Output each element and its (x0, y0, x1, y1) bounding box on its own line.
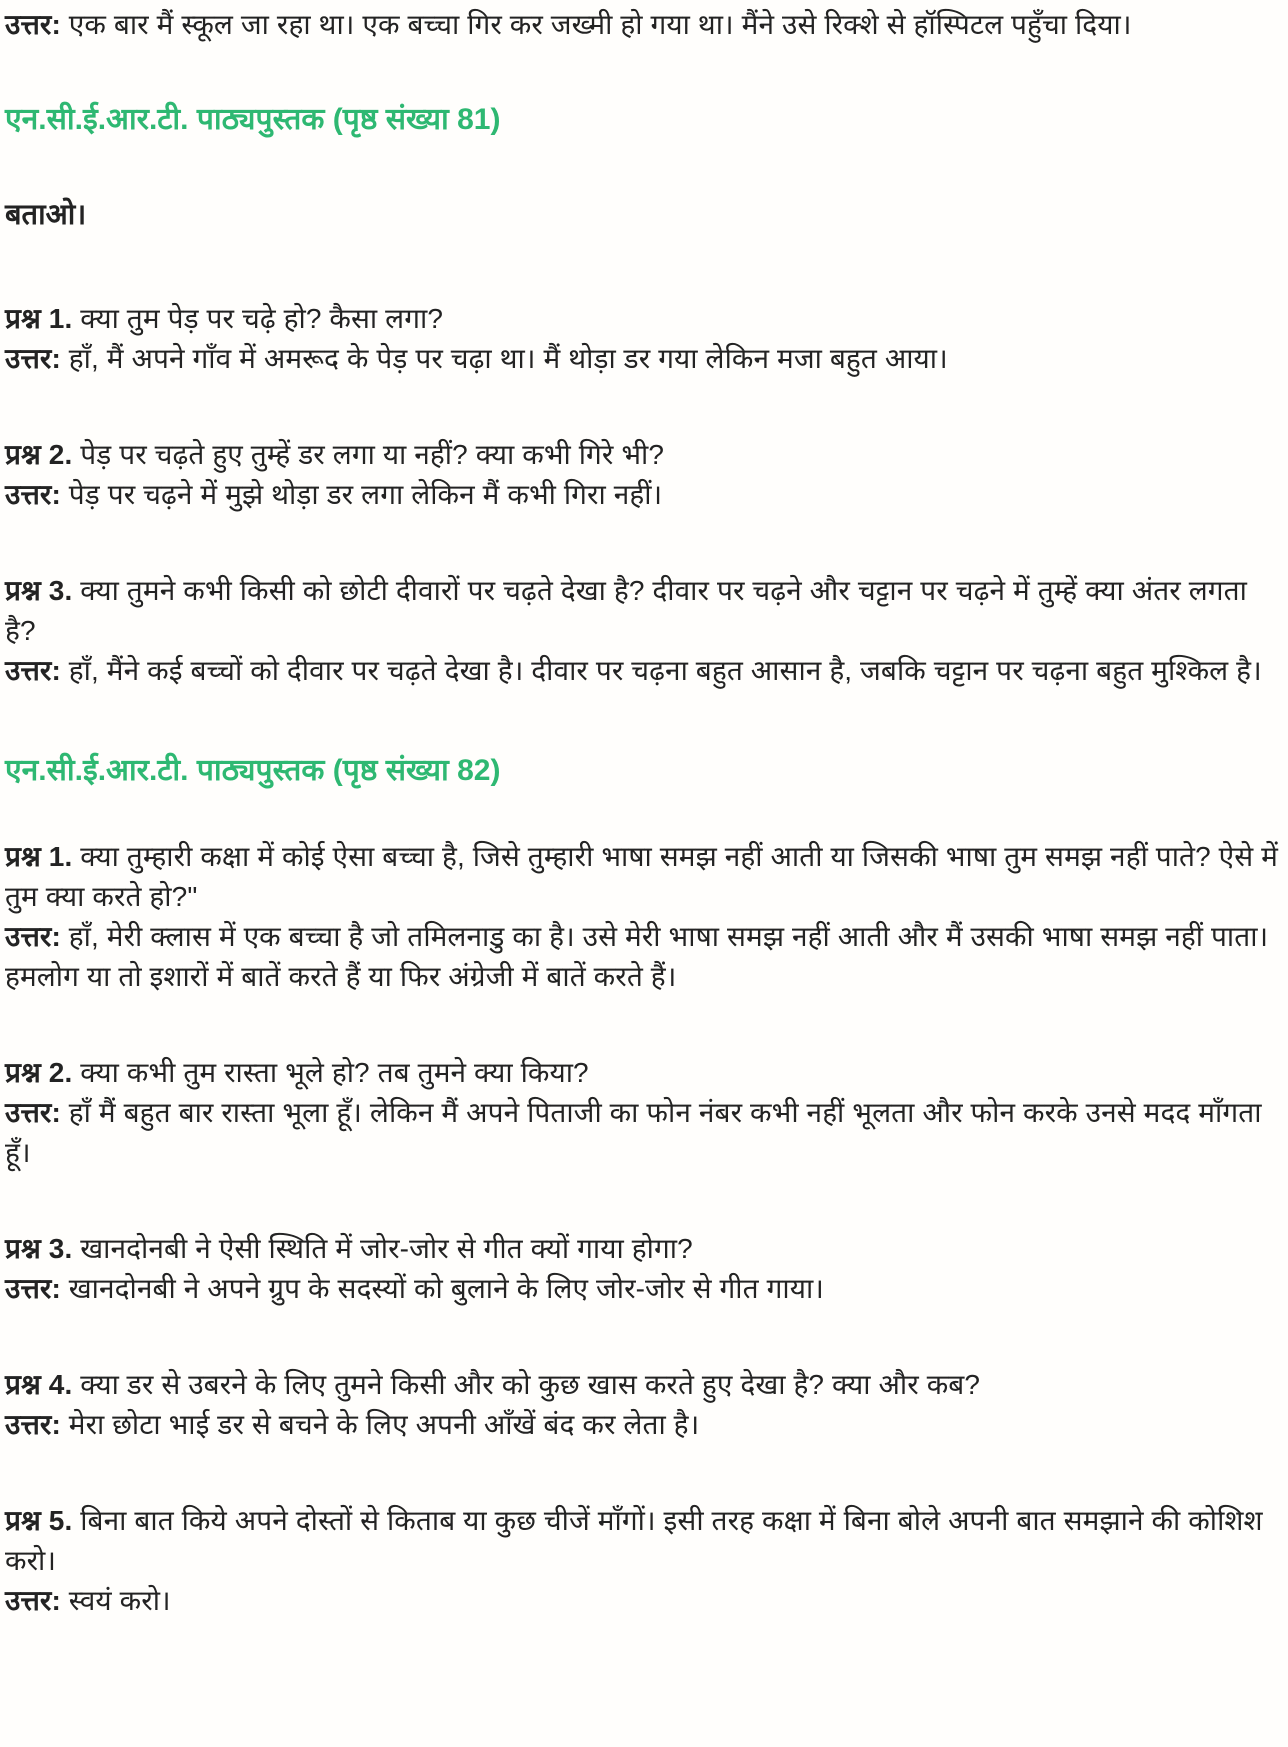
question (5, 1229, 1283, 1269)
question-label: प्रश्न 2. (5, 1057, 73, 1088)
answer-label: उत्तर: (5, 921, 61, 952)
question-label: प्रश्न 3. (5, 1233, 73, 1264)
answer (5, 475, 1283, 515)
qa-block-p82-3 (5, 1229, 1283, 1309)
intro-answer (5, 5, 1283, 45)
answer (5, 651, 1283, 691)
answer-label: उत्तर: (5, 343, 61, 374)
qa-block-p81-2 (5, 435, 1283, 515)
qa-block-p82-1 (5, 837, 1283, 997)
answer-label: उत्तर: (5, 1585, 61, 1616)
question-label: प्रश्न 1. (5, 841, 73, 872)
question (5, 435, 1283, 475)
question-label: प्रश्न 2. (5, 439, 73, 470)
answer (5, 1405, 1283, 1445)
question (5, 571, 1283, 651)
answer-label: उत्तर: (5, 479, 61, 510)
question-label: प्रश्न 3. (5, 575, 73, 606)
answer-text: मेरा छोटा भाई डर से बचने के लिए अपनी आँखें बंद कर लेता है। (68, 1409, 700, 1440)
question-text: क्या तुमने कभी किसी को छोटी दीवारों पर चढ़ते देखा है? दीवार पर चढ़ने और चट्टान पर चढ़ने में तुम्हें क्या अंतर लगता है? (5, 575, 1247, 646)
question (5, 1053, 1283, 1093)
answer-label: उत्तर: (5, 655, 61, 686)
answer (5, 1269, 1283, 1309)
answer-text: खानदोनबी ने अपने ग्रुप के सदस्यों को बुलाने के लिए जोर-जोर से गीत गाया। (68, 1273, 825, 1304)
question-text: क्या तुम पेड़ पर चढ़े हो? कैसा लगा? (80, 303, 444, 334)
answer-text: हाँ, मेरी क्लास में एक बच्चा है जो तमिलनाडु का है। उसे मेरी भाषा समझ नहीं आती और मैं उसकी भाषा समझ नहीं पाता। हमलोग या तो इशारों में बातें करते हैं या फिर अंग्रेजी में बातें करते हैं। (5, 921, 1269, 992)
question-text: पेड़ पर चढ़ते हुए तुम्हें डर लगा या नहीं? क्या कभी गिरे भी? (80, 439, 665, 470)
section-heading-page-81: एन.सी.ई.आर.टी. पाठ्यपुस्तक (पृष्ठ संख्या 81) (5, 103, 501, 136)
question-text: क्या कभी तुम रास्ता भूले हो? तब तुमने क्या किया? (80, 1057, 589, 1088)
question-label: प्रश्न 4. (5, 1369, 73, 1400)
answer-label: उत्तर: (5, 1409, 61, 1440)
answer (5, 339, 1283, 379)
answer-text: पेड़ पर चढ़ने में मुझे थोड़ा डर लगा लेकिन मैं कभी गिरा नहीं। (68, 479, 663, 510)
subheading-batao: बताओ। (5, 199, 87, 231)
answer-label: उत्तर: (5, 1273, 61, 1304)
question-text: बिना बात किये अपने दोस्तों से किताब या कुछ चीजें माँगों। इसी तरह कक्षा में बिना बोले अपनी बात समझाने की कोशिश करो। (5, 1505, 1263, 1576)
qa-block-p81-1 (5, 299, 1283, 379)
answer-text: हाँ, मैं अपने गाँव में अमरूद के पेड़ पर चढ़ा था। मैं थोड़ा डर गया लेकिन मजा बहुत आया। (68, 343, 948, 374)
answer-text: एक बार मैं स्कूल जा रहा था। एक बच्चा गिर कर जख्मी हो गया था। मैंने उसे रिक्शे से हॉस्पिटल पहुँचा दिया। (68, 9, 1132, 40)
qa-block-p82-5 (5, 1501, 1283, 1621)
question-label: प्रश्न 1. (5, 303, 73, 334)
answer-label: उत्तर: (5, 9, 61, 40)
section-heading-page-82: एन.सी.ई.आर.टी. पाठ्यपुस्तक (पृष्ठ संख्या 82) (5, 754, 501, 787)
question (5, 837, 1283, 917)
answer (5, 917, 1283, 997)
question-text: क्या तुम्हारी कक्षा में कोई ऐसा बच्चा है, जिसे तुम्हारी भाषा समझ नहीं आती या जिसकी भाषा तुम समझ नहीं पाते? ऐसे में तुम क्या करते हो?" (5, 841, 1278, 912)
answer-label: उत्तर: (5, 1097, 61, 1128)
question-label: प्रश्न 5. (5, 1505, 73, 1536)
qa-block-p82-4 (5, 1365, 1283, 1445)
question (5, 1501, 1283, 1581)
answer-text: स्वयं करो। (68, 1585, 171, 1616)
qa-block-p81-3 (5, 571, 1283, 691)
answer (5, 1581, 1283, 1621)
question-text: क्या डर से उबरने के लिए तुमने किसी और को कुछ खास करते हुए देखा है? क्या और कब? (80, 1369, 981, 1400)
qa-block-p82-2 (5, 1053, 1283, 1173)
question (5, 299, 1283, 339)
question (5, 1365, 1283, 1405)
answer-text: हाँ मैं बहुत बार रास्ता भूला हूँ। लेकिन मैं अपने पिताजी का फोन नंबर कभी नहीं भूलता और फोन करके उनसे मदद माँगता हूँ। (5, 1097, 1262, 1168)
question-text: खानदोनबी ने ऐसी स्थिति में जोर-जोर से गीत क्यों गाया होगा? (80, 1233, 693, 1264)
answer-text: हाँ, मैंने कई बच्चों को दीवार पर चढ़ते देखा है। दीवार पर चढ़ना बहुत आसान है, जबकि चट्टान पर चढ़ना बहुत मुश्किल है। (68, 655, 1262, 686)
answer (5, 1093, 1283, 1173)
